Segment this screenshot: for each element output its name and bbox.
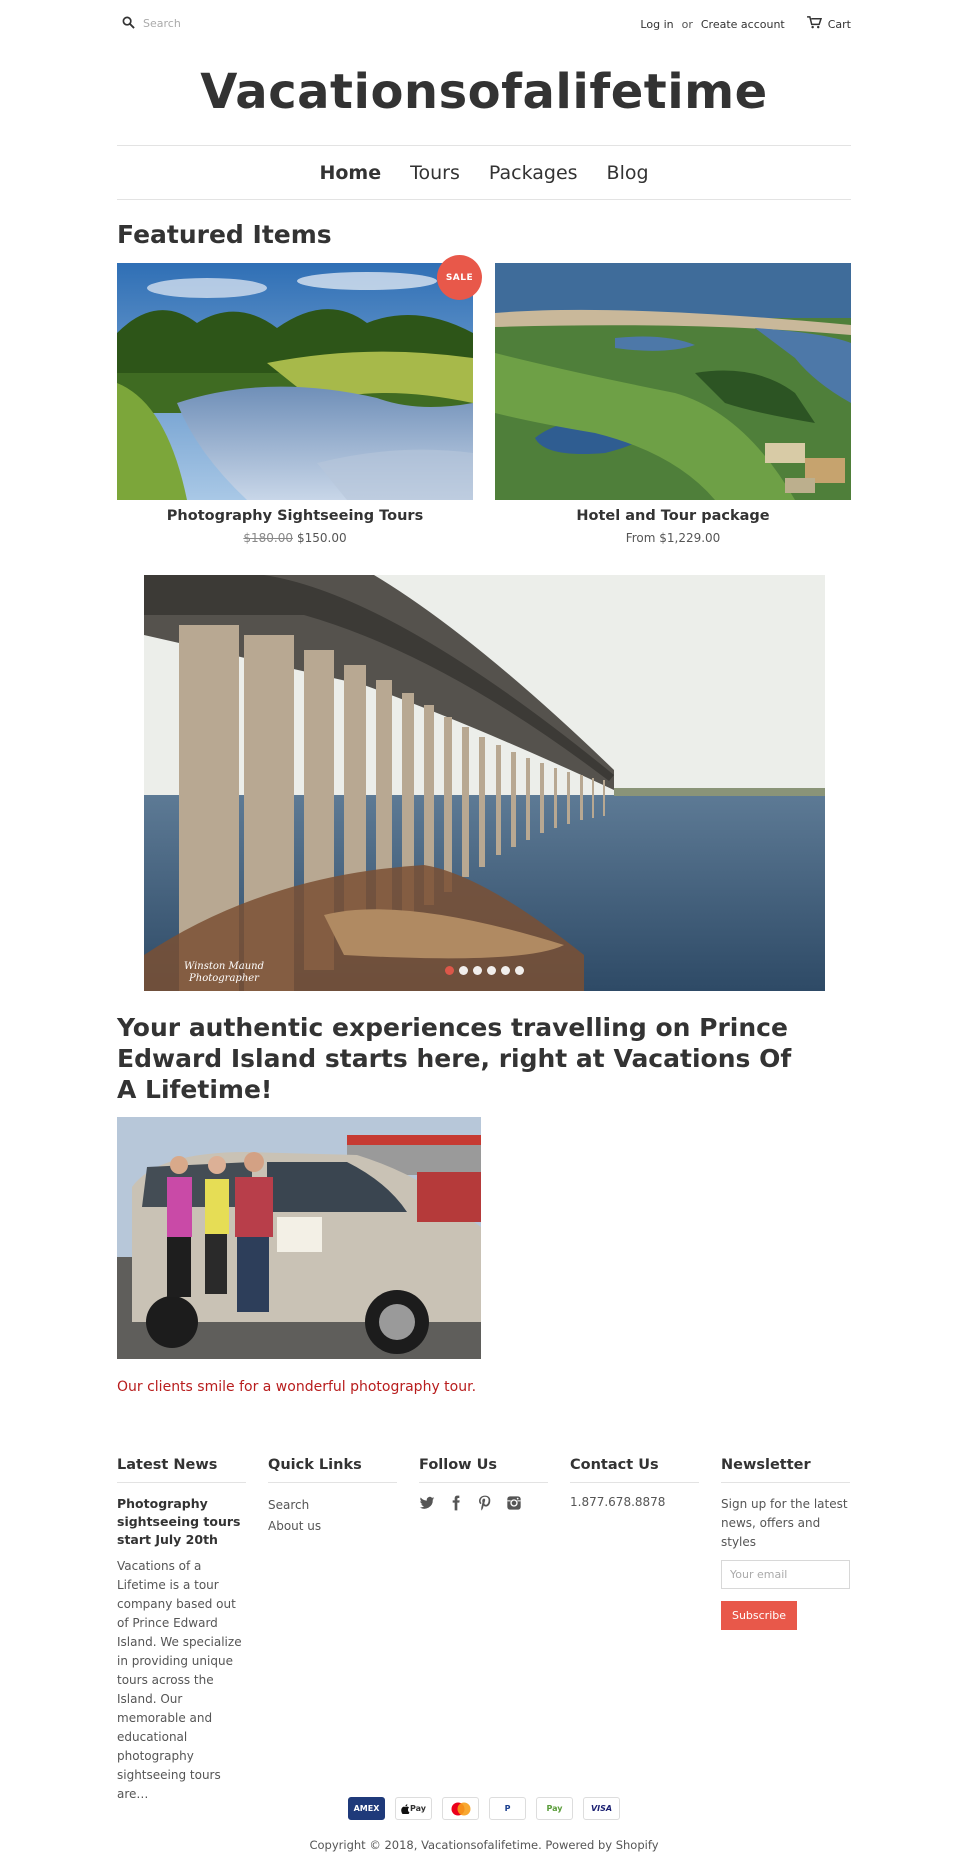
footer-quick-links — [268, 1457, 397, 1777]
sale-badge: SALE — [437, 255, 482, 300]
news-post-title[interactable]: Photography sightseeing tours start July 20th — [117, 1496, 241, 1547]
contact-phone[interactable]: 1.877.678.8878 — [570, 1495, 666, 1509]
hero-slideshow[interactable] — [144, 575, 825, 991]
payment-icons — [117, 1797, 851, 1820]
copyright: Copyright © 2018, Vacationsofalifetime. Powered by Shopify — [309, 1838, 659, 1852]
facebook-icon[interactable] — [448, 1495, 464, 1515]
footer-heading: Follow Us — [419, 1457, 548, 1483]
newsletter-email-input[interactable] — [721, 1560, 850, 1589]
news-post-excerpt: Vacations of a Lifetime is a tour company based out of Prince Edward Island. We specialize in providing unique tours across the Island. Our memorable and educational photography sightseeing tours are… — [117, 1559, 242, 1801]
account-links — [640, 16, 851, 32]
footer-heading: Latest News — [117, 1457, 246, 1483]
nav-item-home[interactable]: Home — [319, 161, 382, 184]
slide-dot[interactable] — [459, 966, 468, 975]
product-image-river[interactable] — [117, 263, 473, 500]
product-old-price: $180.00 — [243, 531, 293, 545]
product-price: From $1,229.00 — [625, 531, 721, 545]
footer-link-about[interactable]: About us — [268, 1519, 322, 1533]
footer-link-search[interactable]: Search — [268, 1498, 310, 1512]
create-account-link[interactable]: Create account — [700, 17, 785, 31]
subscribe-button[interactable]: Subscribe — [721, 1601, 797, 1630]
footer-heading: Newsletter — [721, 1457, 850, 1483]
featured-title: Featured Items — [117, 220, 332, 249]
product-sale-price: $150.00 — [297, 531, 347, 545]
slide-dot[interactable] — [445, 966, 454, 975]
mastercard-icon — [442, 1797, 479, 1820]
footer-latest-news — [117, 1457, 246, 1801]
product-card[interactable] — [117, 263, 473, 545]
site-logo[interactable]: Vacationsofalifetime — [200, 64, 768, 120]
site-footer — [117, 1457, 851, 1801]
product-card[interactable] — [495, 263, 851, 545]
pinterest-icon[interactable] — [477, 1495, 493, 1515]
paypal-icon: P — [489, 1797, 526, 1820]
shopify-pay-icon: Pay — [536, 1797, 573, 1820]
cart-link[interactable] — [807, 16, 851, 32]
footer-follow-us — [419, 1457, 548, 1777]
nav-item-blog[interactable]: Blog — [606, 161, 649, 184]
top-bar — [117, 0, 851, 48]
slide-dot[interactable] — [515, 966, 524, 975]
bridge-image — [144, 575, 825, 991]
photo-caption: Our clients smile for a wonderful photography tour. — [117, 1379, 477, 1395]
social-links — [419, 1495, 548, 1515]
instagram-icon[interactable] — [506, 1495, 522, 1515]
product-price — [117, 531, 473, 545]
twitter-icon[interactable] — [419, 1495, 435, 1515]
newsletter-text: Sign up for the latest news, offers and styles — [721, 1497, 848, 1549]
product-name[interactable]: Hotel and Tour package — [576, 508, 770, 524]
nav-item-tours[interactable]: Tours — [410, 161, 460, 184]
photographer-watermark: Winston Maund Photographer — [184, 961, 265, 984]
visa-icon: VISA — [583, 1797, 620, 1820]
footer-heading: Contact Us — [570, 1457, 699, 1483]
footer-heading: Quick Links — [268, 1457, 397, 1483]
or-text: or — [681, 17, 693, 31]
product-image-golf[interactable] — [495, 263, 851, 500]
footer-contact-us — [570, 1457, 699, 1777]
slide-dot[interactable] — [487, 966, 496, 975]
apple-pay-icon: Pay — [395, 1797, 432, 1820]
slide-dot[interactable] — [473, 966, 482, 975]
nav-item-packages[interactable]: Packages — [488, 161, 578, 184]
main-nav — [117, 145, 851, 200]
page-headline: Your authentic experiences travelling on Prince Edward Island starts here, right at Vacations Of A Lifetime! — [117, 1013, 792, 1104]
search-form[interactable] — [122, 14, 303, 33]
clients-photo — [117, 1117, 481, 1359]
slideshow-dots — [144, 966, 825, 975]
cart-icon — [807, 16, 822, 32]
amex-icon: AMEX — [348, 1797, 385, 1820]
cart-label: Cart — [827, 17, 851, 31]
search-icon[interactable] — [122, 14, 135, 33]
slide-dot[interactable] — [501, 966, 510, 975]
product-name[interactable]: Photography Sightseeing Tours — [166, 508, 424, 524]
login-link[interactable]: Log in — [640, 17, 674, 31]
footer-newsletter — [721, 1457, 850, 1777]
search-input[interactable] — [143, 17, 303, 30]
